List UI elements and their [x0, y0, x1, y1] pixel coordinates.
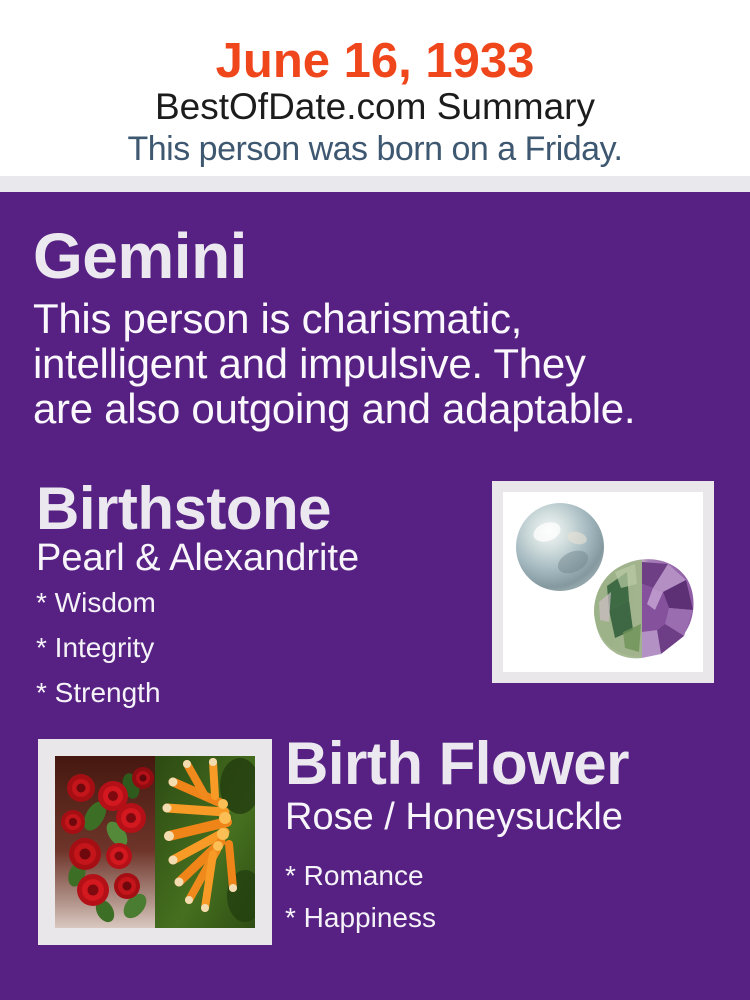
zodiac-sign-heading: Gemini — [33, 220, 247, 292]
zodiac-description-line: intelligent and impulsive. They — [33, 340, 586, 387]
zodiac-description-line: This person is charismatic, — [33, 295, 523, 342]
zodiac-description — [33, 296, 733, 431]
birth-flower-names: Rose / Honeysuckle — [285, 796, 623, 838]
zodiac-description-line: are also outgoing and adaptable. — [33, 385, 636, 432]
site-summary-title: BestOfDate.com Summary — [154, 86, 595, 127]
pearl-alexandrite-illustration — [503, 492, 703, 672]
page-title-date: June 16, 1933 — [215, 34, 535, 88]
rose-honeysuckle-illustration — [55, 756, 255, 928]
birthstone-trait: * Strength — [36, 677, 161, 708]
birthstone-names: Pearl & Alexandrite — [36, 537, 360, 579]
birthstone-photo-frame — [492, 481, 714, 683]
birth-flower-trait: * Happiness — [285, 902, 436, 933]
birthstone-trait: * Wisdom — [36, 587, 156, 618]
birthstone-heading: Birthstone — [36, 475, 331, 542]
birth-flower-photo — [55, 756, 255, 928]
purple-panel — [0, 192, 750, 1000]
born-weekday-line: This person was born on a Friday. — [127, 130, 623, 168]
birth-flower-trait: * Romance — [285, 860, 424, 891]
header-divider — [0, 176, 750, 192]
birthstone-trait: * Integrity — [36, 632, 155, 663]
birth-flower-heading: Birth Flower — [285, 730, 630, 797]
birth-flower-photo-frame — [38, 739, 272, 945]
header — [0, 0, 750, 176]
birthstone-photo — [503, 492, 703, 672]
